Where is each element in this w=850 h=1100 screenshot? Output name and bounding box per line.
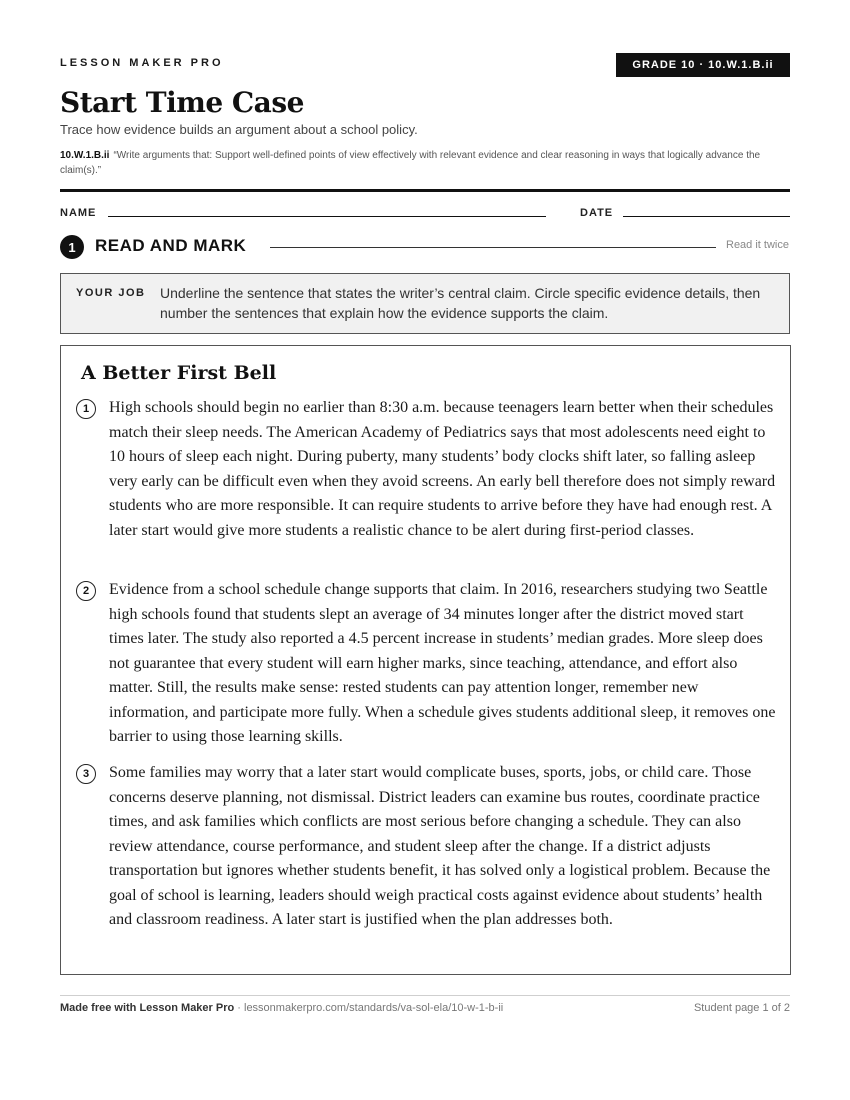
page-subtitle: Trace how evidence builds an argument about a school policy. <box>60 122 418 137</box>
paragraph-number-2: 2 <box>76 581 96 601</box>
section-title: READ AND MARK <box>95 236 247 255</box>
reading-passage <box>60 345 791 975</box>
paragraph-2: Evidence from a school schedule change supports that claim. In 2016, researchers studying two Seattle high schools found that students slept an average of 34 minutes longer after the district moved start times later. The study also reported a 4.5 percent increase in students’ median grades. More sleep does not guarantee that every student will earn higher marks, since teaching, attendance, and effort also matter. Still, the results make sense: rested students can pay attention longer, remember new information, and participate more fully. When a schedule gives students additional sleep, it removes one barrier to using those learning skills. <box>109 581 776 745</box>
name-label: NAME <box>60 207 97 219</box>
instructions-label: YOUR JOB <box>76 287 146 299</box>
footer-divider <box>60 995 790 996</box>
date-label: DATE <box>580 207 614 219</box>
paragraph-number-1: 1 <box>76 399 96 419</box>
paragraph-1: High schools should begin no earlier than 8:30 a.m. because teenagers learn better when their schedules match their sleep needs. The American Academy of Pediatrics says that most adolescents need eight to 10 hours of sleep each night. During puberty, many students’ body clocks shift later, so falling asleep very early can be difficult even when they avoid screens. An early bell therefore does not simply reward students who are more responsible. It can require students to arrive before they have had enough rest. A later start would give more students a realistic chance to be alert during first-period classes. <box>109 399 776 539</box>
footer-credit <box>60 1002 503 1014</box>
date-field[interactable] <box>623 216 790 217</box>
section-note: Read it twice <box>726 239 789 251</box>
paragraph-3: Some families may worry that a later start would complicate buses, sports, jobs, or child care. Those concerns deserve planning, not dismissal. District leaders can examine bus routes, coordinate practice times, and ask families which conflicts are most serious before changing a schedule. They can also review attendance, course performance, and student sleep after the change. If a district adjusts transportation but ignores whether students benefit, it has solved only a logistical problem. Because the goal of school is learning, leaders should weigh practical costs against evidence about students’ health and classroom readiness. A later start is justified when the plan addresses both. <box>109 764 771 928</box>
standard-code: 10.W.1.B.ii <box>60 150 110 161</box>
brand-name: LESSON MAKER PRO <box>60 57 224 69</box>
section-divider <box>270 247 716 248</box>
paragraph-number-3: 3 <box>76 764 96 784</box>
instructions-box <box>60 273 790 334</box>
section-number-badge: 1 <box>60 235 84 259</box>
passage-title: A Better First Bell <box>81 362 277 384</box>
footer-page-number: Student page 1 of 2 <box>693 1002 790 1014</box>
grade-badge: GRADE 10 · 10.W.1.B.ii <box>616 53 790 77</box>
instructions-text: Underline the sentence that states the writer’s central claim. Circle specific evidence details, then number the sentences that explain how the evidence supports the claim. <box>160 285 761 321</box>
footer-made-with: Made free with Lesson Maker Pro <box>60 1002 235 1014</box>
standard-text: “Write arguments that: Support well-defined points of view effectively with relevant evidence and clear reasoning in ways that logically advance the claim(s).” <box>60 150 761 176</box>
footer-url: · lessonmakerpro.com/standards/va-sol-ela/10-w-1-b-ii <box>234 1002 504 1014</box>
page-title: Start Time Case <box>60 86 304 119</box>
standard-statement <box>60 148 790 178</box>
header-divider <box>60 189 790 192</box>
name-field[interactable] <box>108 216 546 217</box>
